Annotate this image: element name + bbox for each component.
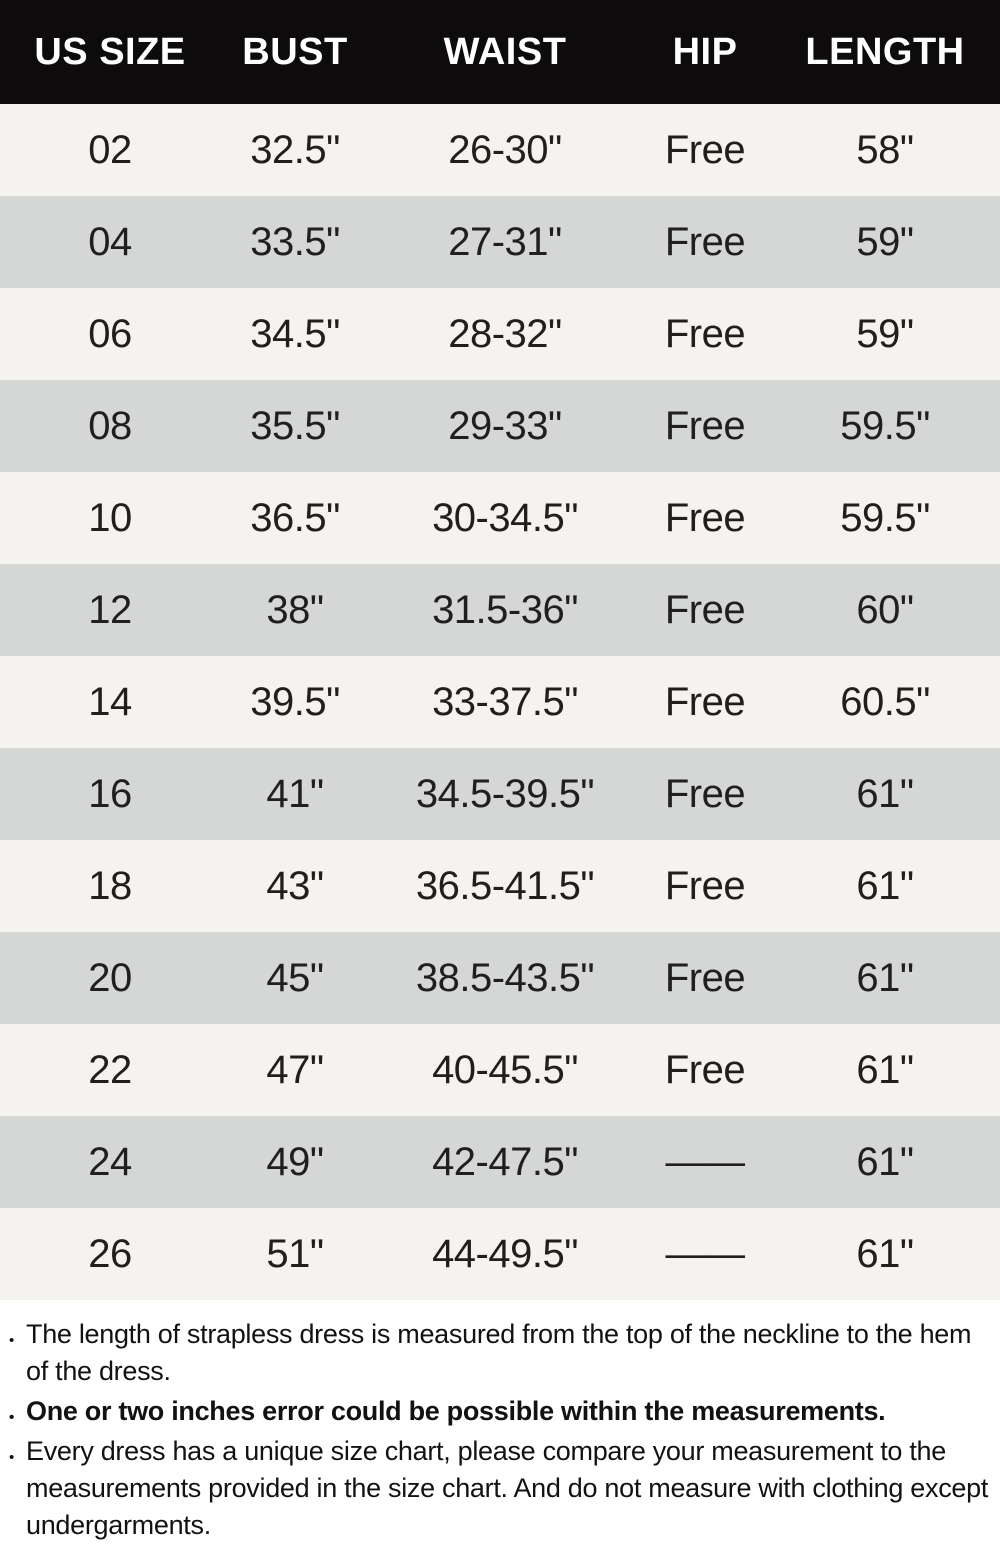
cell-bust: 39.5" — [250, 679, 340, 724]
cell-length: 61" — [856, 955, 914, 1000]
cell-waist: 29-33" — [448, 403, 562, 448]
table-body — [0, 104, 1000, 1300]
cell-hip: Free — [664, 679, 746, 724]
cell-waist: 36.5-41.5" — [415, 863, 595, 908]
table-header-row — [0, 0, 1000, 104]
cell-length: 61" — [856, 1231, 914, 1276]
note-item: • One or two inches error could be possible within the measurements. — [4, 1393, 992, 1430]
cell-waist: 30-34.5" — [432, 495, 578, 540]
cell-us-size: 18 — [88, 863, 132, 908]
cell-bust: 34.5" — [250, 311, 340, 356]
cell-us-size: 06 — [88, 311, 132, 356]
cell-length: 61" — [856, 1139, 914, 1184]
cell-hip: Free — [664, 311, 746, 356]
cell-hip: Free — [664, 587, 746, 632]
cell-us-size: 02 — [88, 127, 132, 172]
cell-us-size: 14 — [88, 679, 132, 724]
cell-length: 61" — [856, 771, 914, 816]
cell-hip: Free — [664, 127, 746, 172]
column-header-waist: WAIST — [370, 0, 640, 104]
cell-bust: 41" — [266, 771, 324, 816]
cell-bust: 38" — [266, 587, 324, 632]
table-row — [0, 1116, 1000, 1208]
cell-length: 60" — [856, 587, 914, 632]
table-row — [0, 196, 1000, 288]
cell-waist: 33-37.5" — [432, 679, 578, 724]
table-row — [0, 564, 1000, 656]
cell-hip: Free — [664, 955, 746, 1000]
cell-hip: —— — [665, 1139, 745, 1184]
cell-length: 59.5" — [840, 495, 930, 540]
cell-length: 60.5" — [840, 679, 930, 724]
cell-hip: Free — [664, 771, 746, 816]
note-item: • The length of strapless dress is measured from the top of the neckline to the hem of the dress. — [4, 1316, 992, 1390]
cell-hip: Free — [664, 495, 746, 540]
column-header-bust: BUST — [220, 0, 370, 104]
cell-bust: 45" — [266, 955, 324, 1000]
column-header-us-size: US SIZE — [0, 0, 220, 104]
footnotes — [0, 1300, 1000, 1554]
cell-bust: 32.5" — [250, 127, 340, 172]
cell-bust: 43" — [266, 863, 324, 908]
cell-us-size: 08 — [88, 403, 132, 448]
table-row — [0, 288, 1000, 380]
cell-hip: Free — [664, 219, 746, 264]
cell-us-size: 16 — [88, 771, 132, 816]
cell-us-size: 24 — [88, 1139, 132, 1184]
table-row — [0, 472, 1000, 564]
column-header-hip: HIP — [640, 0, 770, 104]
cell-hip: Free — [664, 403, 746, 448]
cell-hip: Free — [664, 1047, 746, 1092]
cell-waist: 27-31" — [448, 219, 562, 264]
cell-bust: 33.5" — [250, 219, 340, 264]
cell-length: 59" — [856, 311, 914, 356]
cell-waist: 34.5-39.5" — [415, 771, 595, 816]
table-row — [0, 1024, 1000, 1116]
cell-bust: 49" — [266, 1139, 324, 1184]
cell-length: 59" — [856, 219, 914, 264]
cell-us-size: 12 — [88, 587, 132, 632]
cell-length: 61" — [856, 1047, 914, 1092]
cell-us-size: 20 — [88, 955, 132, 1000]
cell-waist: 44-49.5" — [432, 1231, 578, 1276]
cell-waist: 31.5-36" — [432, 587, 578, 632]
table-row — [0, 104, 1000, 196]
table-row — [0, 840, 1000, 932]
cell-bust: 47" — [266, 1047, 324, 1092]
cell-us-size: 22 — [88, 1047, 132, 1092]
table-row — [0, 748, 1000, 840]
cell-waist: 26-30" — [448, 127, 562, 172]
table-row — [0, 932, 1000, 1024]
cell-waist: 40-45.5" — [432, 1047, 578, 1092]
cell-bust: 35.5" — [250, 403, 340, 448]
cell-hip: Free — [664, 863, 746, 908]
cell-waist: 42-47.5" — [432, 1139, 578, 1184]
table-row — [0, 656, 1000, 748]
cell-bust: 36.5" — [250, 495, 340, 540]
cell-hip: —— — [665, 1231, 745, 1276]
cell-bust: 51" — [266, 1231, 324, 1276]
cell-us-size: 04 — [88, 219, 132, 264]
table-row — [0, 1208, 1000, 1300]
table-row — [0, 380, 1000, 472]
cell-waist: 28-32" — [448, 311, 562, 356]
note-item: • Every dress has a unique size chart, please compare your measurement to the measurements provided in the size chart. And do not measure with clothing except undergarments. — [4, 1433, 992, 1544]
cell-us-size: 26 — [88, 1231, 132, 1276]
cell-length: 58" — [856, 127, 914, 172]
column-header-length: LENGTH — [770, 0, 1000, 104]
cell-length: 61" — [856, 863, 914, 908]
cell-us-size: 10 — [88, 495, 132, 540]
cell-length: 59.5" — [840, 403, 930, 448]
cell-waist: 38.5-43.5" — [415, 955, 595, 1000]
